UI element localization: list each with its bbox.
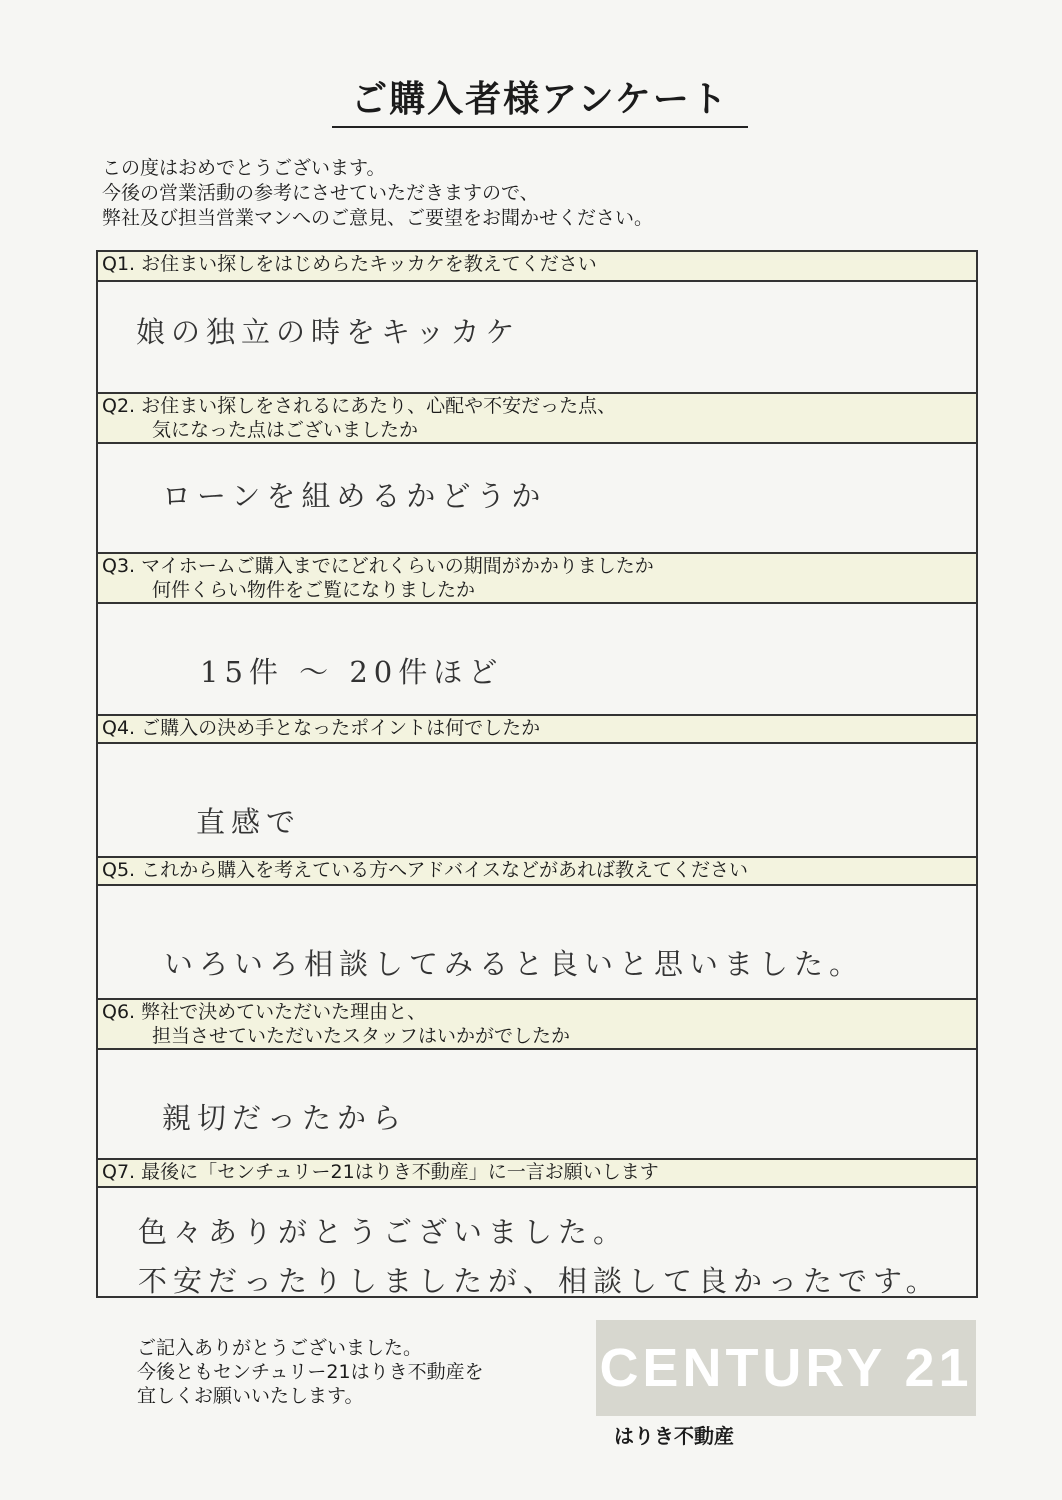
- answer-5: いろいろ相談してみると良いと思いました。: [164, 947, 865, 981]
- century21-logo: CENTURY 21: [596, 1320, 976, 1416]
- question-4-label: Q4. ご購入の決め手となったポイントは何でしたか: [98, 714, 976, 744]
- intro-line: 今後の営業活動の参考にさせていただきますので、: [102, 182, 539, 204]
- survey-form: [96, 250, 978, 1298]
- question-1-label: Q1. お住まい探しをはじめらたキッカケを教えてください: [98, 252, 976, 282]
- footer-line: 今後ともセンチュリー21はりき不動産を: [137, 1361, 484, 1383]
- brand-name: はりき不動産: [614, 1424, 734, 1448]
- question-7-label: Q7. 最後に「センチュリー21はりき不動産」に一言お願いします: [98, 1158, 976, 1188]
- footer-message: [137, 1336, 484, 1408]
- page-title: ご購入者様アンケート: [332, 76, 748, 128]
- question-5-label: Q5. これから購入を考えている方へアドバイスなどがあれば教えてください: [98, 856, 976, 886]
- footer-line: 宜しくお願いいたします。: [137, 1385, 364, 1407]
- intro-line: この度はおめでとうございます。: [102, 157, 386, 179]
- answer-7: 色々ありがとうございました。 不安だったりしましたが、相談して良かったです。: [138, 1215, 941, 1298]
- question-2-label: Q2. お住まい探しをされるにあたり、心配や不安だった点、 気になった点はございましたか: [98, 392, 976, 444]
- intro-text: [102, 156, 962, 231]
- question-6-label: Q6. 弊社で決めていただいた理由と、 担当させていただいたスタッフはいかがでしたか: [98, 998, 976, 1050]
- answer-3: 15件 ～ 20件ほど: [200, 655, 504, 689]
- answer-1: 娘の独立の時をキッカケ: [136, 315, 521, 349]
- question-3-label: Q3. マイホームご購入までにどれくらいの期間がかかりましたか 何件くらい物件をご覧になりましたか: [98, 552, 976, 604]
- answer-2: ローンを組めるかどうか: [162, 479, 547, 513]
- intro-line: 弊社及び担当営業マンへのご意見、ご要望をお聞かせください。: [102, 207, 654, 229]
- answer-4: 直感で: [196, 805, 302, 839]
- footer-line: ご記入ありがとうございました。: [137, 1337, 423, 1359]
- answer-6: 親切だったから: [162, 1101, 408, 1135]
